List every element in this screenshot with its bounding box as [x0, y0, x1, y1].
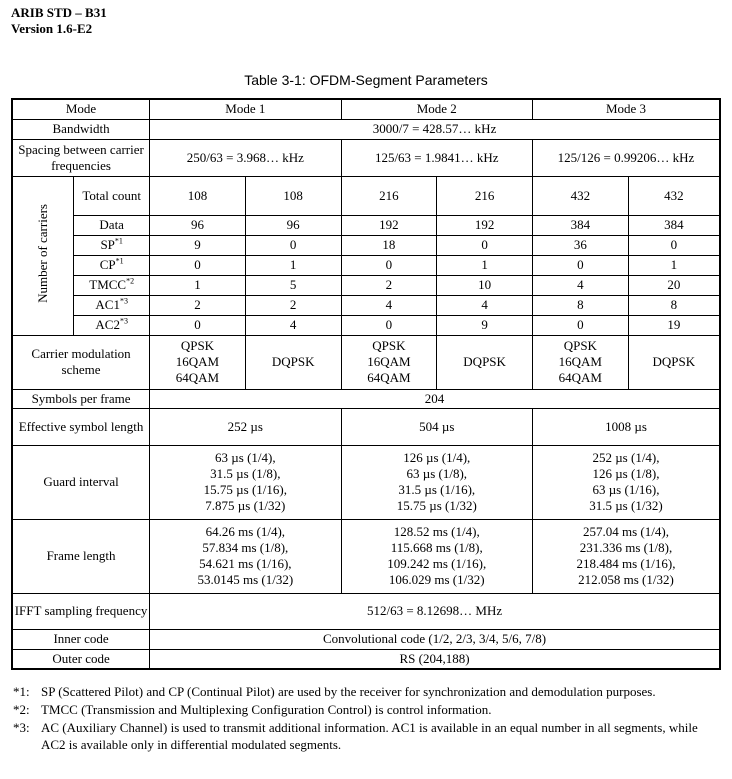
frame-length-line: 106.029 ms (1/32): [388, 572, 485, 587]
carrier-count: 9: [150, 235, 246, 255]
carrier-count: 0: [532, 255, 628, 275]
guard-interval-line: 7.875 µs (1/32): [205, 498, 286, 513]
frame-length-label: Frame length: [12, 519, 150, 593]
carrier-count: 1: [150, 275, 246, 295]
effective-length-mode-3: 1008 µs: [532, 408, 720, 445]
carrier-count: 5: [245, 275, 341, 295]
frame-length-line: 109.242 ms (1/16),: [387, 556, 487, 571]
guard-interval-mode-3: [532, 445, 720, 519]
frame-length-line: 115.668 ms (1/8),: [390, 540, 483, 555]
carrier-count: 4: [532, 275, 628, 295]
table-row: [12, 649, 720, 669]
carrier-count: 1: [628, 255, 720, 275]
spacing-value-mode-1: 250/63 = 3.968… kHz: [150, 139, 341, 176]
table-row: [12, 176, 720, 215]
table-row: [12, 335, 720, 389]
guard-interval-mode-2: [341, 445, 532, 519]
guard-interval-line: 31.5 µs (1/8),: [210, 466, 281, 481]
table-row: [12, 519, 720, 593]
guard-interval-line: 126 µs (1/4),: [403, 450, 471, 465]
footnote-text: SP (Scattered Pilot) and CP (Continual Pilot) are used by the receiver for synchronization and demodulation purposes.: [41, 684, 656, 699]
frame-length-line: 64.26 ms (1/4),: [205, 524, 286, 539]
standard-id: ARIB STD – B31: [11, 5, 107, 20]
table-row: [12, 255, 720, 275]
footnote-marker: *1:: [13, 684, 30, 699]
carrier-count: 19: [628, 315, 720, 335]
carrier-label-text: Data: [99, 217, 124, 232]
spacing-value-mode-3: 125/126 = 0.99206… kHz: [532, 139, 720, 176]
ifft-label: IFFT sampling frequency: [12, 593, 150, 629]
carrier-label-text: Total count: [82, 187, 142, 203]
version-label: Version 1.6-E2: [11, 21, 93, 36]
guard-interval-line: 15.75 µs (1/16),: [203, 482, 287, 497]
outer-code-label: Outer code: [12, 649, 150, 669]
carrier-label-text: AC1: [95, 297, 120, 312]
table-row: [12, 295, 720, 315]
table-row: [12, 408, 720, 445]
table-row: [12, 215, 720, 235]
mode-header-3: Mode 3: [532, 99, 720, 119]
carrier-row-label: [74, 176, 150, 215]
footnote-item: [13, 684, 723, 701]
guard-interval-line: 63 µs (1/16),: [592, 482, 660, 497]
carrier-count: 2: [341, 275, 437, 295]
modulation-type: QPSK: [180, 338, 215, 353]
footnotes: [13, 684, 723, 755]
carrier-count: 0: [245, 235, 341, 255]
carrier-count: 96: [150, 215, 246, 235]
modulation-type: QPSK: [563, 338, 597, 353]
carrier-count: 36: [532, 235, 628, 255]
document-header: [11, 5, 107, 37]
modulation-coherent-mode-1: [150, 335, 246, 389]
carrier-row-label: [74, 215, 150, 235]
effective-length-mode-2: 504 µs: [341, 408, 532, 445]
frame-length-mode-3: [532, 519, 720, 593]
mode-header-label: Mode: [12, 99, 150, 119]
outer-code-value: RS (204,188): [150, 649, 720, 669]
carrier-row-label: [74, 315, 150, 335]
frame-length-line: 54.621 ms (1/16),: [199, 556, 292, 571]
carrier-label-text: SP: [100, 237, 115, 252]
carrier-row-label: [74, 295, 150, 315]
carrier-count: 96: [245, 215, 341, 235]
carrier-count: 2: [245, 295, 341, 315]
spacing-value-mode-2: 125/63 = 1.9841… kHz: [341, 139, 532, 176]
carrier-count: 384: [628, 215, 720, 235]
guard-interval-line: 126 µs (1/8),: [592, 466, 660, 481]
modulation-differential-mode-2: DQPSK: [437, 335, 533, 389]
table-row: [12, 119, 720, 139]
guard-interval-line: 63 µs (1/4),: [215, 450, 276, 465]
carrier-count: 0: [341, 255, 437, 275]
carrier-count: 4: [245, 315, 341, 335]
table-row: [12, 593, 720, 629]
carrier-count: 18: [341, 235, 437, 255]
carriers-group-cell: [12, 176, 74, 335]
footnote-item: [13, 720, 723, 753]
carrier-count: 4: [437, 295, 533, 315]
table-row: [12, 139, 720, 176]
carrier-count: 0: [341, 315, 437, 335]
symbols-label: Symbols per frame: [12, 389, 150, 408]
carrier-row-label: [74, 275, 150, 295]
carrier-count: 192: [437, 215, 533, 235]
table-row: [12, 389, 720, 408]
table-row: [12, 235, 720, 255]
carrier-count: 8: [628, 295, 720, 315]
table-row: [12, 445, 720, 519]
modulation-label: Carrier modulation scheme: [12, 335, 150, 389]
carrier-count: 0: [150, 315, 246, 335]
effective-length-label: Effective symbol length: [12, 408, 150, 445]
carrier-count: 216: [341, 176, 437, 215]
frame-length-line: 231.336 ms (1/8),: [579, 540, 673, 555]
modulation-type: 16QAM: [175, 354, 220, 369]
footnote-marker: *2:: [13, 702, 30, 717]
carrier-label-footnote: *3: [119, 316, 128, 326]
guard-interval-label: Guard interval: [12, 445, 150, 519]
modulation-coherent-mode-3: [532, 335, 628, 389]
symbols-value: 204: [150, 389, 720, 408]
modulation-type: 64QAM: [367, 370, 411, 385]
guard-interval-line: 31.5 µs (1/16),: [398, 482, 476, 497]
carrier-label-text: CP: [99, 257, 116, 272]
carrier-count: 10: [437, 275, 533, 295]
spacing-label: Spacing between carrier frequencies: [12, 139, 150, 176]
modulation-type: QPSK: [372, 338, 406, 353]
carrier-count: 192: [341, 215, 437, 235]
table-row: [12, 315, 720, 335]
modulation-type: 16QAM: [367, 354, 411, 369]
inner-code-value: Convolutional code (1/2, 2/3, 3/4, 5/6, 7/8): [150, 629, 720, 649]
effective-length-mode-1: 252 µs: [150, 408, 341, 445]
carrier-count: 9: [437, 315, 533, 335]
frame-length-line: 57.834 ms (1/8),: [202, 540, 289, 555]
carrier-count: 4: [341, 295, 437, 315]
carrier-count: 1: [245, 255, 341, 275]
carrier-count: 0: [532, 315, 628, 335]
modulation-type: 16QAM: [558, 354, 602, 369]
carrier-label-footnote: *2: [126, 276, 135, 286]
ifft-value: 512/63 = 8.12698… MHz: [150, 593, 720, 629]
footnote-text: TMCC (Transmission and Multiplexing Configuration Control) is control information.: [41, 702, 492, 717]
carrier-count: 108: [245, 176, 341, 215]
inner-code-label: Inner code: [12, 629, 150, 649]
table-row: [12, 275, 720, 295]
carrier-count: 0: [437, 235, 533, 255]
frame-length-line: 53.0145 ms (1/32): [197, 572, 294, 587]
footnote-item: [13, 702, 723, 719]
guard-interval-line: 15.75 µs (1/32): [396, 498, 477, 513]
mode-header-2: Mode 2: [341, 99, 532, 119]
carrier-count: 20: [628, 275, 720, 295]
frame-length-line: 257.04 ms (1/4),: [583, 524, 669, 539]
ofdm-parameters-table: [11, 98, 721, 670]
guard-interval-line: 31.5 µs (1/32): [589, 498, 663, 513]
frame-length-line: 218.484 ms (1/16),: [576, 556, 676, 571]
frame-length-mode-1: [150, 519, 341, 593]
carrier-row-label: [74, 255, 150, 275]
carrier-label-text: AC2: [95, 317, 120, 332]
modulation-type: 64QAM: [175, 370, 220, 385]
carrier-count: 0: [628, 235, 720, 255]
modulation-differential-mode-3: DQPSK: [628, 335, 720, 389]
modulation-type: 64QAM: [558, 370, 602, 385]
carrier-count: 432: [532, 176, 628, 215]
carrier-row-label: [74, 235, 150, 255]
guard-interval-mode-1: [150, 445, 341, 519]
table-caption: Table 3-1: OFDM-Segment Parameters: [244, 72, 488, 88]
carrier-count: 1: [437, 255, 533, 275]
modulation-coherent-mode-2: [341, 335, 437, 389]
carrier-count: 432: [628, 176, 720, 215]
bandwidth-label: Bandwidth: [12, 119, 150, 139]
carrier-label-footnote: *1: [115, 256, 124, 266]
mode-header-1: Mode 1: [150, 99, 341, 119]
frame-length-line: 128.52 ms (1/4),: [393, 524, 480, 539]
carrier-count: 2: [150, 295, 246, 315]
table-row: [12, 629, 720, 649]
carrier-count: 108: [150, 176, 246, 215]
table-row: [12, 99, 720, 119]
modulation-differential-mode-1: DQPSK: [245, 335, 341, 389]
carrier-count: 216: [437, 176, 533, 215]
carrier-label-text: TMCC: [89, 277, 127, 292]
carrier-count: 8: [532, 295, 628, 315]
carrier-label-footnote: *1: [114, 236, 123, 246]
guard-interval-line: 252 µs (1/4),: [592, 450, 660, 465]
footnote-marker: *3:: [13, 720, 30, 735]
bandwidth-value: 3000/7 = 428.57… kHz: [150, 119, 720, 139]
guard-interval-line: 63 µs (1/8),: [406, 466, 468, 481]
frame-length-mode-2: [341, 519, 532, 593]
frame-length-line: 212.058 ms (1/32): [578, 572, 674, 587]
footnote-text: AC (Auxiliary Channel) is used to transmit additional information. AC1 is available in an equal number in all segments, while AC2 is available only in differential modulated segments.: [41, 720, 698, 752]
carrier-count: 384: [532, 215, 628, 235]
carrier-count: 0: [150, 255, 246, 275]
carriers-group-label: Number of carriers: [35, 204, 51, 303]
carrier-label-footnote: *3: [119, 296, 128, 306]
